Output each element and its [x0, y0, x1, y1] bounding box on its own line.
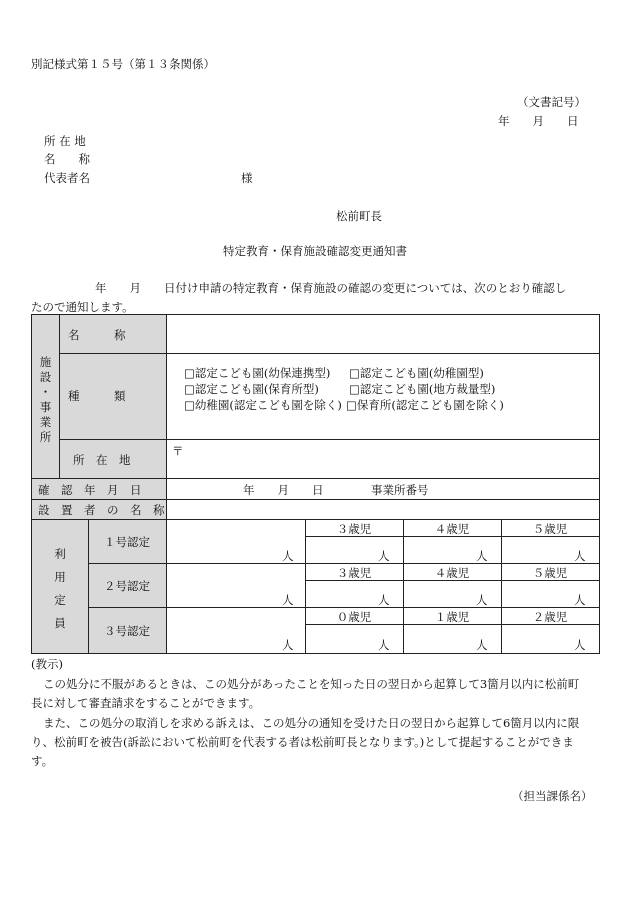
unit: 人 [282, 638, 294, 652]
type-option-chihou-sairyou[interactable]: □認定こども園(地方裁量型) [349, 382, 496, 396]
unit: 人 [378, 549, 390, 563]
age-header: ４歳児 [434, 566, 470, 580]
representative-label: 代表者名 [44, 171, 90, 185]
unit: 人 [378, 593, 390, 607]
age-header: ５歳児 [532, 566, 568, 580]
cert-2-label: ２号認定 [104, 579, 150, 593]
type-option-hoikusho-gata[interactable]: □認定こども園(保育所型) [184, 382, 319, 396]
age-header: ５歳児 [532, 522, 568, 536]
unit: 人 [574, 638, 586, 652]
honorific: 様 [241, 171, 253, 185]
facility-type-label: 種 類 [68, 389, 126, 403]
age-header: ３歳児 [336, 522, 372, 536]
department-name: （担当課係名） [512, 789, 593, 803]
facility-name-label: 名 称 [68, 328, 126, 342]
unit: 人 [282, 549, 294, 563]
age-header: １歳児 [434, 610, 470, 624]
facility-group-label: 施 設 ・ 事 業 所 [39, 355, 52, 444]
unit: 人 [476, 638, 488, 652]
body-line-2: たので通知します。 [31, 300, 134, 314]
notice-p1-line2: 長に対して審査請求をすることができます。 [31, 696, 261, 710]
type-option-youchien[interactable]: □幼稚園(認定こども園を除く) [184, 398, 342, 412]
sender: 松前町長 [336, 209, 382, 223]
unit: 人 [476, 549, 488, 563]
issue-date: 年 月 日 [498, 114, 579, 128]
facility-location-label: 所 在 地 [73, 453, 131, 467]
notice-p2-line3: す。 [31, 754, 54, 768]
unit: 人 [378, 638, 390, 652]
form-number: 別記様式第１５号（第１３条関係） [31, 57, 215, 71]
cert-1-label: １号認定 [104, 535, 150, 549]
age-header: ２歳児 [532, 610, 568, 624]
notice-p2-line1: また、この処分の取消しを求める訴えは、この処分の通知を受けた日の翌日から起算して6箇月以内に限 [43, 716, 580, 730]
document-number: （文書記号） [517, 95, 586, 109]
document-title: 特定教育・保育施設確認変更通知書 [223, 244, 407, 258]
name-label: 名 称 [44, 152, 90, 166]
age-header: ４歳児 [434, 522, 470, 536]
cert-3-label: ３号認定 [104, 624, 150, 638]
notice-p2-line2: り、松前町を被告(訴訟において松前町を代表する者は松前町長となります。)として提起することができま [31, 735, 574, 749]
type-option-hoyo-renkei[interactable]: □認定こども園(幼保連携型) [184, 366, 331, 380]
founder-label: 設 置 者 の 名 称 [38, 503, 165, 517]
type-option-hoikusho[interactable]: □保育所(認定こども園を除く) [346, 398, 504, 412]
capacity-label: 利 用 定 員 [54, 547, 66, 630]
confirm-date-label: 確 認 年 月 日 [38, 483, 142, 497]
unit: 人 [574, 593, 586, 607]
body-line-1: 年 月 日付け申請の特定教育・保育施設の確認の変更については、次のとおり確認し [95, 281, 567, 295]
unit: 人 [282, 593, 294, 607]
postal-mark: 〒 [172, 444, 184, 458]
office-number-label: 事業所番号 [371, 483, 429, 497]
age-header: ３歳児 [336, 566, 372, 580]
notice-p1-line1: この処分に不服があるときは、この処分があったことを知った日の翌日から起算して3箇月以内に松前町 [43, 677, 580, 691]
age-header: ０歳児 [336, 610, 372, 624]
confirm-date-value: 年 月 日 [243, 483, 324, 497]
address-label: 所 在 地 [44, 134, 86, 148]
unit: 人 [476, 593, 488, 607]
type-option-youchien-gata[interactable]: □認定こども園(幼稚園型) [349, 366, 484, 380]
unit: 人 [574, 549, 586, 563]
notice-heading: (教示) [31, 657, 63, 671]
